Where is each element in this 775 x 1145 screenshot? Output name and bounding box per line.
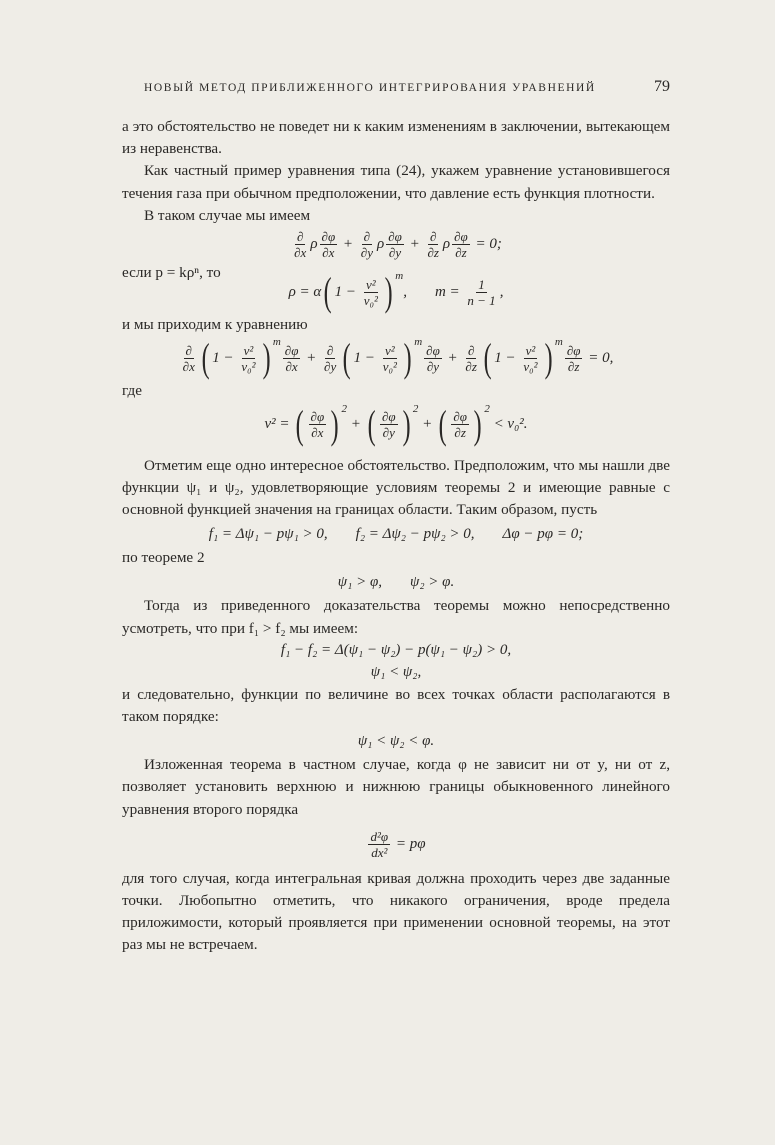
parenthesized-group <box>365 401 419 447</box>
denominator: v₀² <box>363 292 378 308</box>
denominator: ∂z <box>455 245 467 261</box>
paragraph: по теореме 2 <box>122 549 205 567</box>
math-text: + <box>418 416 437 433</box>
paragraph: Тогда из приведенного доказательства теоремы можно непосредственно усмотреть, что при f₁ > f₂ мы имеем: <box>122 597 670 637</box>
math-text: = pφ <box>392 835 426 852</box>
right-paren: ) <box>330 401 339 447</box>
paragraph: Изложенная теорема в частном случае, когда φ не зависит ни от y, ни от z, позволяет установить верхнюю и нижнюю границы обыкновенного линейного уравнения второго порядка <box>122 756 670 818</box>
fraction <box>380 409 398 440</box>
numerator: ∂φ <box>453 409 467 425</box>
parenthesized-group <box>293 401 347 447</box>
exponent: m <box>395 270 404 283</box>
math-text: 1 − <box>334 283 360 300</box>
fraction <box>463 343 478 374</box>
fraction <box>451 409 469 440</box>
math-text: , <box>403 283 407 300</box>
numerator: ∂φ <box>426 342 440 358</box>
math-text: , <box>499 283 504 300</box>
equation <box>122 523 670 545</box>
page-number: 79 <box>654 78 670 95</box>
paragraph: где <box>122 382 142 400</box>
fraction <box>283 343 301 374</box>
denominator: v₀² <box>241 358 256 374</box>
parenthesized-group <box>199 335 281 381</box>
left-paren: ( <box>323 269 332 315</box>
numerator: ∂ <box>297 229 304 245</box>
left-paren: ( <box>483 335 492 381</box>
fraction <box>424 343 442 374</box>
exponent: 2 <box>341 402 347 415</box>
math-text: 1 − <box>494 349 520 366</box>
math-text: m = <box>434 283 464 300</box>
numerator: v² <box>243 342 254 358</box>
paragraph: и следовательно, функции по величине во всех точках области располагаются в таком порядке: <box>122 685 670 726</box>
math-text: Δφ − pφ = 0; <box>502 525 584 542</box>
fraction <box>181 343 197 374</box>
math-text: v² = <box>264 416 294 433</box>
numerator: 1 <box>478 276 485 292</box>
numerator: ∂φ <box>310 409 325 425</box>
left-paren: ( <box>295 401 304 447</box>
math-text: = 0; <box>471 236 502 253</box>
denominator: v₀² <box>382 358 397 374</box>
math-text: f₁ = Δψ₁ − pψ₁ > 0, <box>208 525 328 542</box>
denominator: ∂x <box>322 245 335 261</box>
numerator: v² <box>384 342 395 358</box>
math-text: ψ₁ < ψ₂, <box>370 664 422 681</box>
right-paren: ) <box>544 335 553 381</box>
paragraph: Отметим еще одно интересное обстоятельство. Предположим, что мы нашли две функции ψ₁ и ψ₂, удовлетворяющие условиям теоремы 2 и имеющие равные с основной функцией значения на границах области. Таким образом, пусть <box>122 456 670 519</box>
exponent: m <box>272 336 281 349</box>
math-text: + <box>302 349 321 366</box>
running-title: НОВЫЙ МЕТОД ПРИБЛИЖЕННОГО ИНТЕГРИРОВАНИЯ УРАВНЕНИЙ <box>144 82 596 94</box>
denominator: ∂x <box>182 358 195 374</box>
math-text: + <box>339 236 357 253</box>
right-paren: ) <box>473 401 482 447</box>
math-text: ρ = α <box>288 283 322 300</box>
fraction <box>452 229 470 260</box>
numerator: ∂φ <box>284 342 299 358</box>
equation <box>122 229 670 260</box>
math-text: ψ₁ < ψ₂ < φ. <box>357 732 435 749</box>
math-text: ψ₂ > φ. <box>410 573 455 590</box>
numerator: v² <box>365 276 376 292</box>
equation <box>122 335 670 381</box>
math-text: 1 − <box>212 349 238 366</box>
math-text: ψ₁ > φ, <box>337 573 382 590</box>
numerator: d²φ <box>370 828 389 844</box>
equation <box>122 829 670 860</box>
numerator: ∂ <box>363 229 371 245</box>
exponent: 2 <box>412 402 419 415</box>
denominator: ∂y <box>426 358 440 374</box>
math-text: f₂ = Δψ₂ − pψ₂ > 0, <box>355 525 475 542</box>
denominator: ∂y <box>360 245 373 261</box>
math-text: ρ <box>376 236 385 253</box>
math-text: + <box>443 349 462 366</box>
denominator: ∂y <box>388 245 402 261</box>
math-text: 1 − <box>353 349 379 366</box>
denominator: ∂z <box>454 425 466 441</box>
denominator: ∂y <box>324 358 337 374</box>
fraction <box>386 229 404 260</box>
fraction <box>465 277 497 308</box>
denominator: ∂z <box>465 358 477 374</box>
numerator: ∂φ <box>388 229 402 245</box>
parenthesized-group <box>436 401 490 447</box>
fraction <box>320 229 338 260</box>
parenthesized-group <box>340 335 423 381</box>
denominator: v₀² <box>523 358 538 374</box>
denominator: dx² <box>371 844 388 860</box>
fraction <box>322 343 338 374</box>
parenthesized-group <box>321 269 404 315</box>
left-paren: ( <box>201 335 210 381</box>
denominator: ∂z <box>427 245 439 261</box>
paragraph: В таком случае мы имеем <box>144 206 311 224</box>
document-page <box>122 78 670 957</box>
fraction <box>362 277 380 308</box>
math-text: + <box>405 236 424 253</box>
paragraph: если p = kρⁿ, то <box>122 264 221 282</box>
fraction <box>565 343 583 374</box>
equation <box>122 662 670 684</box>
numerator: ∂ <box>185 342 192 358</box>
paragraph: для того случая, когда интегральная кривая должна проходить через две заданные точки. Любопытно отметить, что никакого ограничения, вроде предела приложимости, который проявляется при применении основной теоремы, на этот раз мы не встречаем. <box>122 869 670 954</box>
fraction <box>425 229 440 260</box>
fraction <box>239 343 257 374</box>
math-text: = 0, <box>584 349 614 366</box>
equation <box>122 730 670 752</box>
denominator: ∂x <box>294 245 307 261</box>
numerator: ∂φ <box>454 229 468 245</box>
math-text: ρ <box>442 236 451 253</box>
equation <box>122 571 670 593</box>
math-text: + <box>347 416 365 433</box>
right-paren: ) <box>262 335 271 381</box>
denominator: ∂x <box>285 358 298 374</box>
exponent: 2 <box>484 402 490 415</box>
fraction <box>359 229 375 260</box>
numerator: ∂φ <box>381 409 396 425</box>
exponent: m <box>554 336 563 349</box>
fraction <box>381 343 399 374</box>
paragraph: и мы приходим к уравнению <box>122 316 308 334</box>
equation <box>122 401 670 447</box>
denominator: ∂y <box>382 425 395 441</box>
numerator: ∂φ <box>566 342 581 358</box>
right-paren: ) <box>402 401 411 447</box>
math-text: < v₀². <box>489 416 528 433</box>
denominator: n − 1 <box>467 292 496 308</box>
exponent: m <box>414 336 423 349</box>
denominator: ∂z <box>567 358 580 374</box>
right-paren: ) <box>403 335 412 381</box>
left-paren: ( <box>438 401 447 447</box>
paragraph: Как частный пример уравнения типа (24), укажем уравнение установившегося течения газа при обычном предположении, что давление есть функция плотности. <box>122 162 670 202</box>
numerator: ∂ <box>467 342 475 358</box>
numerator: ∂ <box>326 342 334 358</box>
equation <box>122 640 670 662</box>
denominator: ∂x <box>311 425 324 441</box>
fraction <box>368 829 390 860</box>
fraction <box>309 409 327 440</box>
running-header <box>122 78 670 100</box>
parenthesized-group <box>481 335 563 381</box>
fraction <box>521 343 539 374</box>
math-text: ρ <box>310 236 318 253</box>
math-text: f₁ − f₂ = Δ(ψ₁ − ψ₂) − p(ψ₁ − ψ₂) > 0, <box>280 642 512 659</box>
numerator: ∂ <box>429 229 437 245</box>
numerator: ∂φ <box>321 229 336 245</box>
fraction <box>292 229 308 260</box>
right-paren: ) <box>384 269 393 315</box>
numerator: v² <box>525 342 536 358</box>
paragraph: а это обстоятельство не поведет ни к каким изменениям в заключении, вытекающем из неравенства. <box>122 118 670 158</box>
left-paren: ( <box>367 401 376 447</box>
left-paren: ( <box>342 335 351 381</box>
